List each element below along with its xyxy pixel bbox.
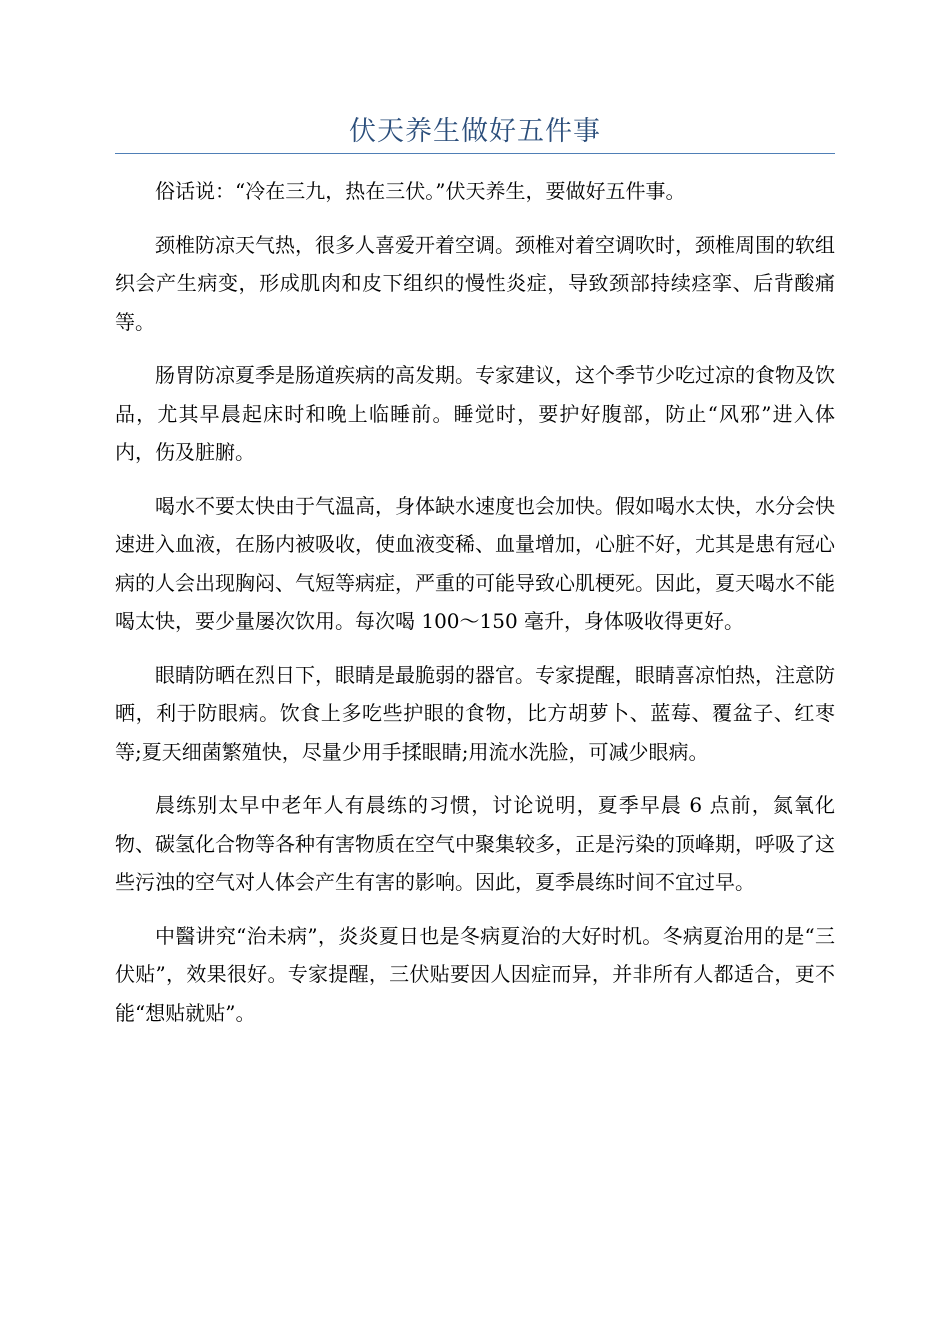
document-title: 伏天养生做好五件事 bbox=[349, 116, 601, 147]
paragraph-eyes: 眼睛防晒在烈日下，眼睛是最脆弱的器官。专家提醒，眼睛喜凉怕热，注意防晒，利于防眼病。饮食上多吃些护眼的食物，比方胡萝卜、蓝莓、覆盆子、红枣等;夏天细菌繁殖快，尽量少用手揉眼睛;用流水洗脸，可减少眼病。 bbox=[115, 662, 835, 764]
document-body bbox=[115, 172, 835, 1047]
paragraph-morning-exercise: 晨练别太早中老年人有晨练的习惯，讨论说明，夏季早晨 6 点前，氮氧化物、碳氢化合物等各种有害物质在空气中聚集较多，正是污染的顶峰期，呼吸了这些污浊的空气对人体会产生有害的影响。因此，夏季晨练时间不宜过早。 bbox=[115, 793, 835, 894]
paragraph-drinking: 喝水不要太快由于气温高，身体缺水速度也会加快。假如喝水太快，水分会快速进入血液，在肠内被吸收，使血液变稀、血量增加，心脏不好，尤其是患有冠心病的人会出现胸闷、气短等病症，严重的可能导致心肌梗死。因此，夏天喝水不能喝太快，要少量屡次饮用。每次喝 100～150 毫升，身体吸收得更好。 bbox=[115, 493, 835, 633]
paragraph-sanfu-patch: 中醫讲究“治未病”，炎炎夏日也是冬病夏治的大好时机。冬病夏治用的是“三伏贴”，效果很好。专家提醒，三伏贴要因人因症而异，并非所有人都适合，更不能“想贴就贴”。 bbox=[115, 923, 835, 1025]
paragraph-intro: 俗话说：“冷在三九，热在三伏。”伏天养生，要做好五件事。 bbox=[155, 179, 686, 203]
paragraph-stomach: 肠胃防凉夏季是肠道疾病的高发期。专家建议，这个季节少吃过凉的食物及饮品，尤其早晨起床时和晚上临睡前。睡觉时，要护好腹部，防止“风邪”进入体内，伤及脏腑。 bbox=[115, 363, 835, 464]
paragraph-neck: 颈椎防凉天气热，很多人喜爱开着空调。颈椎对着空调吹时，颈椎周围的软组织会产生病变，形成肌肉和皮下组织的慢性炎症，导致颈部持续痉挛、后背酸痛等。 bbox=[115, 232, 835, 334]
title-underline bbox=[115, 153, 835, 154]
